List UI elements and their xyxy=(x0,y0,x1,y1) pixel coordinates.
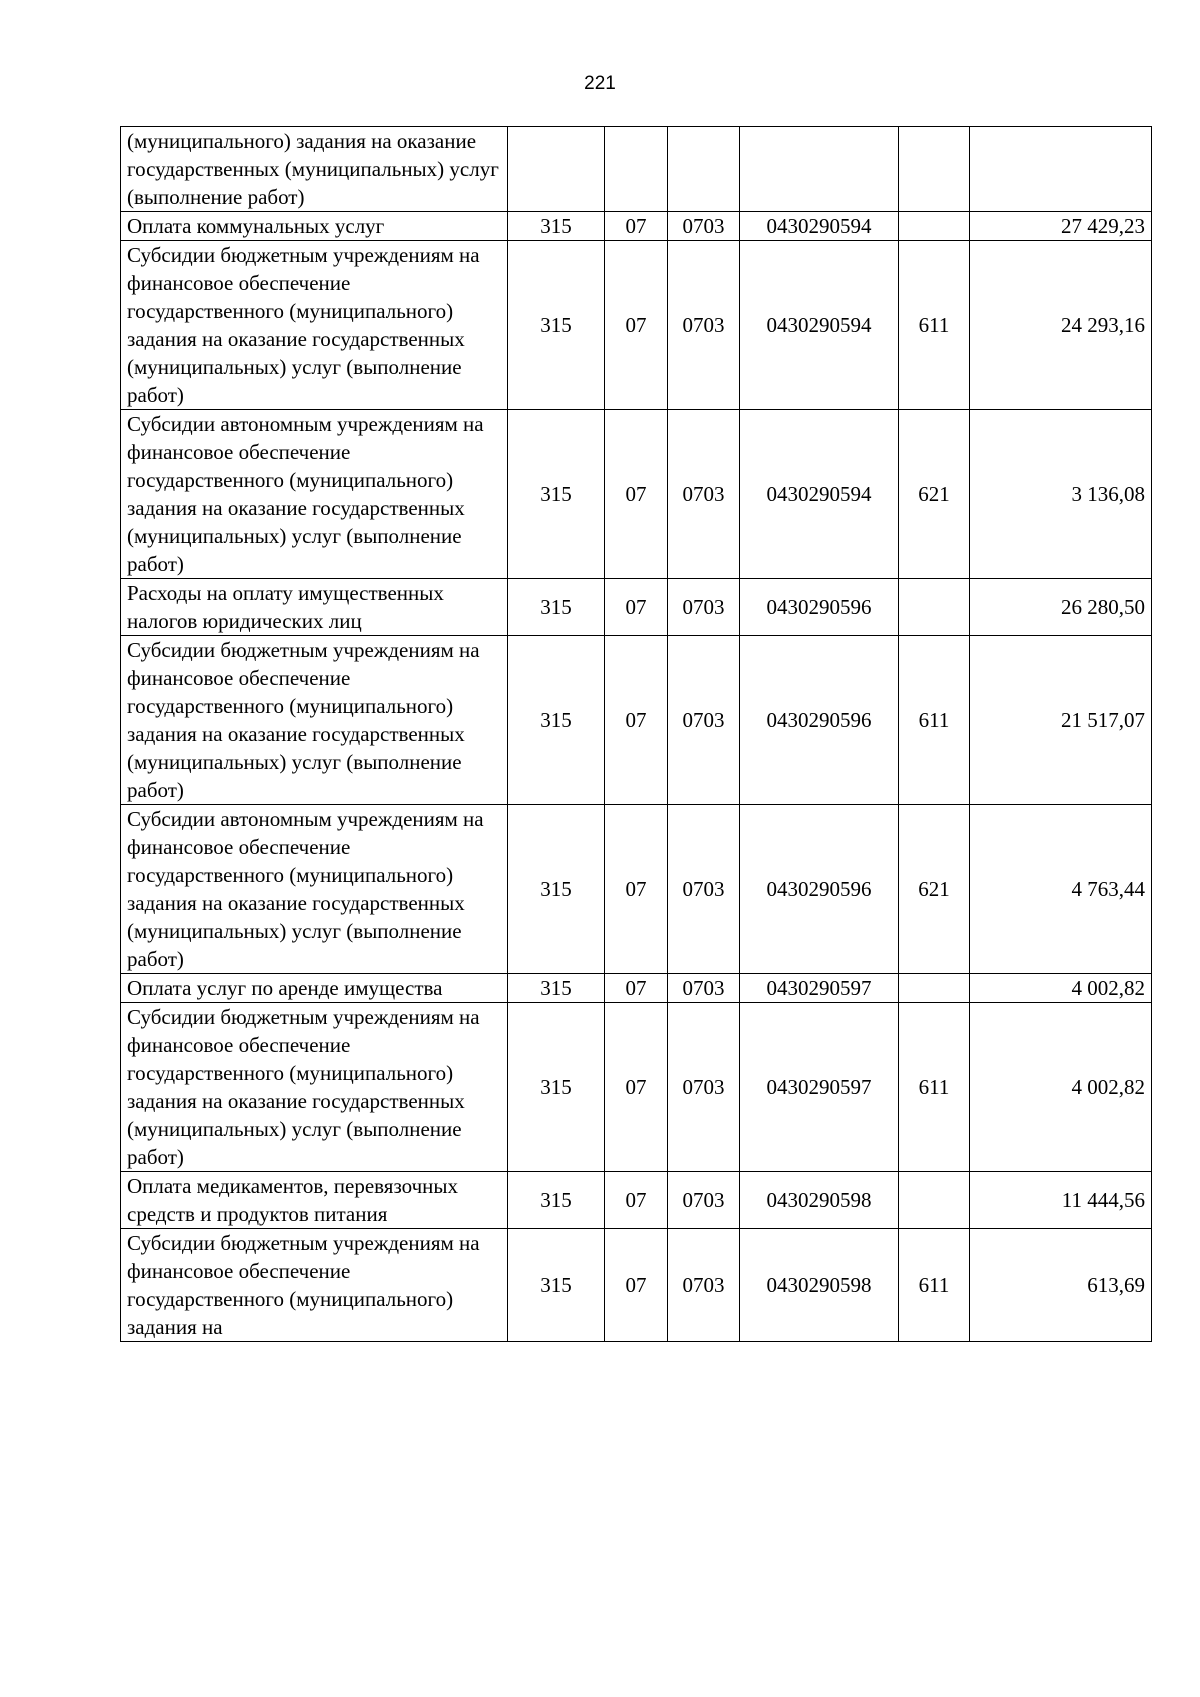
grbs-cell: 315 xyxy=(508,579,605,636)
row-name-cell: (муниципального) задания на оказание государственных (муниципальных) услуг (выполнение работ) xyxy=(121,127,508,212)
amount-cell: 11 444,56 xyxy=(970,1172,1152,1229)
budget-table xyxy=(120,126,1152,1342)
expense-type-cell xyxy=(899,127,970,212)
subsection-cell: 0703 xyxy=(668,1003,740,1172)
target-article-cell: 0430290598 xyxy=(740,1229,899,1342)
target-article-cell: 0430290597 xyxy=(740,974,899,1003)
grbs-cell: 315 xyxy=(508,212,605,241)
grbs-cell xyxy=(508,127,605,212)
table-row xyxy=(121,636,1152,805)
section-cell: 07 xyxy=(605,1229,668,1342)
row-name-cell: Субсидии бюджетным учреждениям на финансовое обеспечение государственного (муниципального) задания на оказание государственных (муниципальных) услуг (выполнение работ) xyxy=(121,1003,508,1172)
section-cell: 07 xyxy=(605,805,668,974)
expense-type-cell: 611 xyxy=(899,1229,970,1342)
row-name-cell: Субсидии бюджетным учреждениям на финансовое обеспечение государственного (муниципального) задания на оказание государственных (муниципальных) услуг (выполнение работ) xyxy=(121,636,508,805)
amount-cell: 26 280,50 xyxy=(970,579,1152,636)
expense-type-cell xyxy=(899,212,970,241)
target-article-cell: 0430290597 xyxy=(740,1003,899,1172)
subsection-cell: 0703 xyxy=(668,1229,740,1342)
table-row xyxy=(121,241,1152,410)
grbs-cell: 315 xyxy=(508,1172,605,1229)
expense-type-cell: 611 xyxy=(899,1003,970,1172)
subsection-cell: 0703 xyxy=(668,241,740,410)
expense-type-cell: 611 xyxy=(899,241,970,410)
table-row xyxy=(121,1229,1152,1342)
target-article-cell: 0430290598 xyxy=(740,1172,899,1229)
expense-type-cell xyxy=(899,974,970,1003)
grbs-cell: 315 xyxy=(508,1003,605,1172)
expense-type-cell: 621 xyxy=(899,805,970,974)
table-row xyxy=(121,212,1152,241)
table-row xyxy=(121,974,1152,1003)
subsection-cell: 0703 xyxy=(668,805,740,974)
amount-cell xyxy=(970,127,1152,212)
target-article-cell: 0430290596 xyxy=(740,636,899,805)
row-name-cell: Расходы на оплату имущественных налогов юридических лиц xyxy=(121,579,508,636)
row-name-cell: Субсидии бюджетным учреждениям на финансовое обеспечение государственного (муниципального) задания на xyxy=(121,1229,508,1342)
table-row xyxy=(121,805,1152,974)
section-cell: 07 xyxy=(605,212,668,241)
table-row xyxy=(121,127,1152,212)
grbs-cell: 315 xyxy=(508,410,605,579)
subsection-cell: 0703 xyxy=(668,974,740,1003)
row-name-cell: Оплата услуг по аренде имущества xyxy=(121,974,508,1003)
subsection-cell: 0703 xyxy=(668,212,740,241)
amount-cell: 4 763,44 xyxy=(970,805,1152,974)
expense-type-cell xyxy=(899,579,970,636)
section-cell: 07 xyxy=(605,1003,668,1172)
amount-cell: 21 517,07 xyxy=(970,636,1152,805)
grbs-cell: 315 xyxy=(508,805,605,974)
row-name-cell: Субсидии автономным учреждениям на финансовое обеспечение государственного (муниципального) задания на оказание государственных (муниципальных) услуг (выполнение работ) xyxy=(121,805,508,974)
table-row xyxy=(121,1172,1152,1229)
table-row xyxy=(121,410,1152,579)
target-article-cell xyxy=(740,127,899,212)
amount-cell: 27 429,23 xyxy=(970,212,1152,241)
amount-cell: 4 002,82 xyxy=(970,1003,1152,1172)
subsection-cell xyxy=(668,127,740,212)
expense-type-cell: 621 xyxy=(899,410,970,579)
section-cell: 07 xyxy=(605,636,668,805)
amount-cell: 3 136,08 xyxy=(970,410,1152,579)
row-name-cell: Субсидии бюджетным учреждениям на финансовое обеспечение государственного (муниципального) задания на оказание государственных (муниципальных) услуг (выполнение работ) xyxy=(121,241,508,410)
section-cell: 07 xyxy=(605,579,668,636)
page-number: 221 xyxy=(584,73,616,94)
grbs-cell: 315 xyxy=(508,636,605,805)
table-row xyxy=(121,579,1152,636)
subsection-cell: 0703 xyxy=(668,1172,740,1229)
target-article-cell: 0430290596 xyxy=(740,579,899,636)
subsection-cell: 0703 xyxy=(668,410,740,579)
grbs-cell: 315 xyxy=(508,1229,605,1342)
section-cell: 07 xyxy=(605,974,668,1003)
row-name-cell: Оплата медикаментов, перевязочных средств и продуктов питания xyxy=(121,1172,508,1229)
section-cell: 07 xyxy=(605,410,668,579)
section-cell xyxy=(605,127,668,212)
target-article-cell: 0430290594 xyxy=(740,241,899,410)
target-article-cell: 0430290594 xyxy=(740,410,899,579)
target-article-cell: 0430290596 xyxy=(740,805,899,974)
grbs-cell: 315 xyxy=(508,974,605,1003)
amount-cell: 4 002,82 xyxy=(970,974,1152,1003)
row-name-cell: Оплата коммунальных услуг xyxy=(121,212,508,241)
amount-cell: 24 293,16 xyxy=(970,241,1152,410)
grbs-cell: 315 xyxy=(508,241,605,410)
section-cell: 07 xyxy=(605,1172,668,1229)
subsection-cell: 0703 xyxy=(668,579,740,636)
row-name-cell: Субсидии автономным учреждениям на финансовое обеспечение государственного (муниципального) задания на оказание государственных (муниципальных) услуг (выполнение работ) xyxy=(121,410,508,579)
amount-cell: 613,69 xyxy=(970,1229,1152,1342)
subsection-cell: 0703 xyxy=(668,636,740,805)
table-row xyxy=(121,1003,1152,1172)
section-cell: 07 xyxy=(605,241,668,410)
expense-type-cell: 611 xyxy=(899,636,970,805)
target-article-cell: 0430290594 xyxy=(740,212,899,241)
expense-type-cell xyxy=(899,1172,970,1229)
